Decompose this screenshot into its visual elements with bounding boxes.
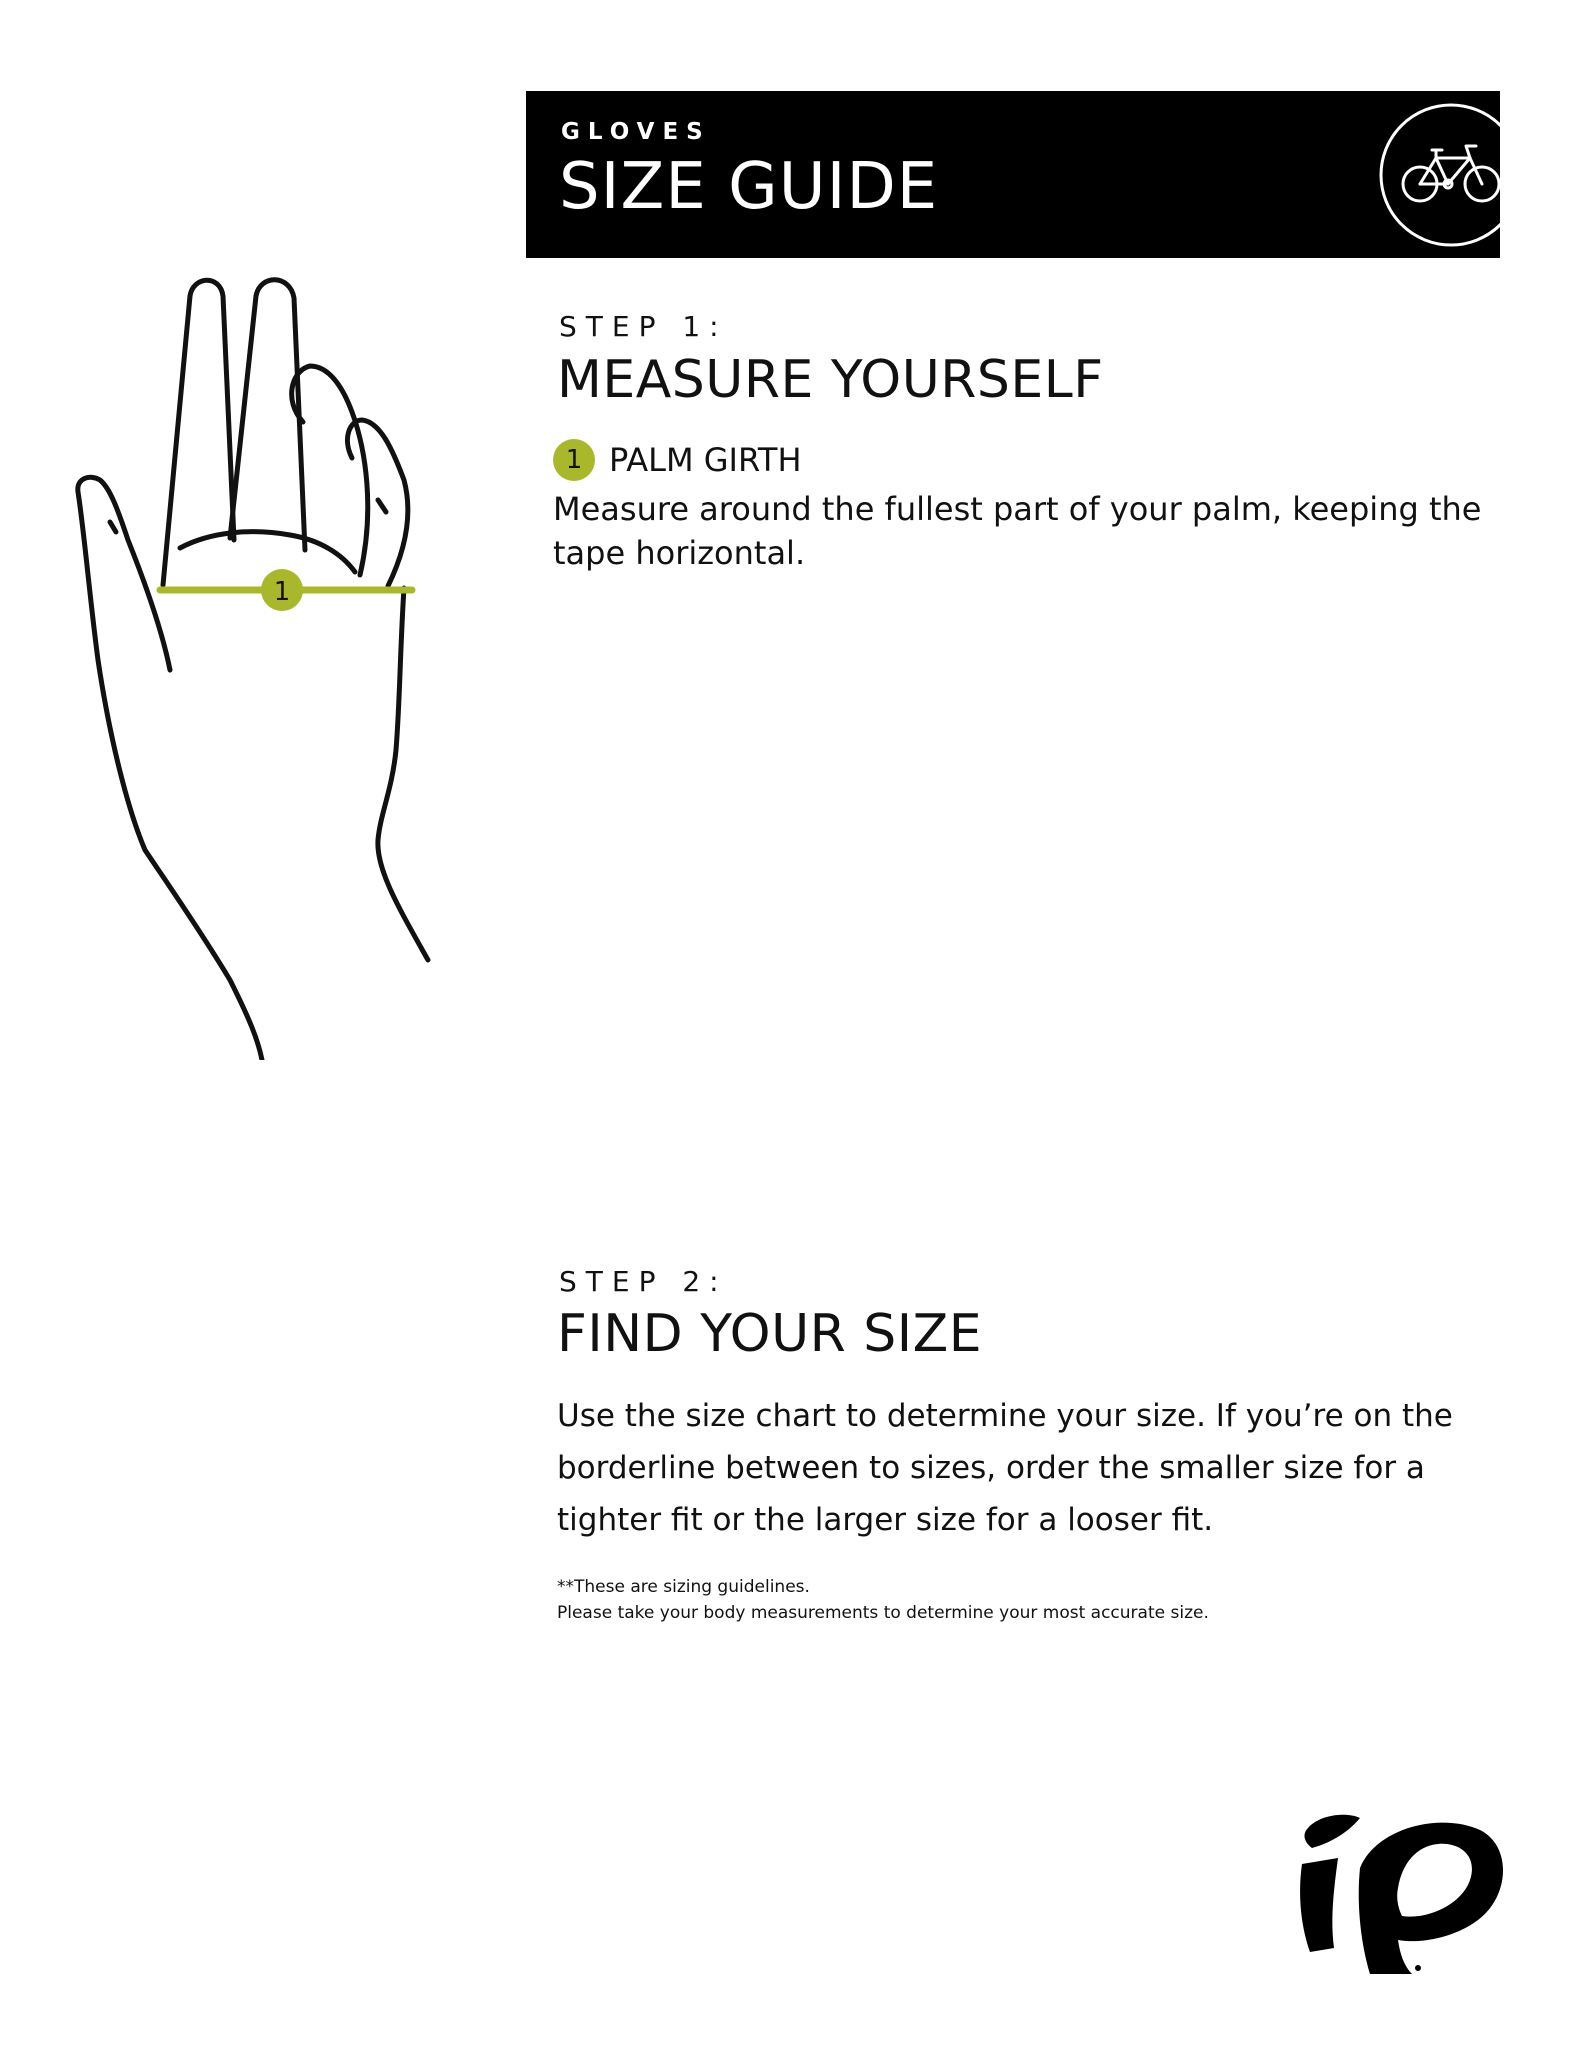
brand-logo-icon	[1290, 1808, 1510, 1978]
page-title: SIZE GUIDE	[559, 150, 939, 224]
disclaimer	[557, 1574, 1497, 1626]
measurement-name: PALM GIRTH	[609, 441, 802, 479]
header-bar	[526, 91, 1500, 258]
hand-marker-label: 1	[273, 577, 291, 607]
disclaimer-line-1: **These are sizing guidelines.	[557, 1577, 810, 1597]
disclaimer-line-2: Please take your body measurements to determine your most accurate size.	[557, 1603, 1209, 1623]
step1-title: MEASURE YOURSELF	[557, 350, 1104, 410]
step2-title: FIND YOUR SIZE	[557, 1304, 983, 1364]
step1-label: STEP 1:	[559, 310, 728, 343]
step2-label: STEP 2:	[559, 1265, 728, 1298]
bicycle-icon	[1376, 100, 1500, 250]
measurement-number-badge: 1	[553, 439, 595, 481]
hand-outline-icon	[70, 270, 450, 1060]
step2-body: Use the size chart to determine your size. If you’re on the borderline between to sizes, order the smaller size for a tighter fit or the larger size for a looser fit.	[557, 1398, 1453, 1538]
header-category: GLOVES	[561, 119, 711, 145]
measurement-description: Measure around the fullest part of your palm, keeping the tape horizontal.	[553, 490, 1482, 572]
measurement-row	[553, 439, 802, 481]
